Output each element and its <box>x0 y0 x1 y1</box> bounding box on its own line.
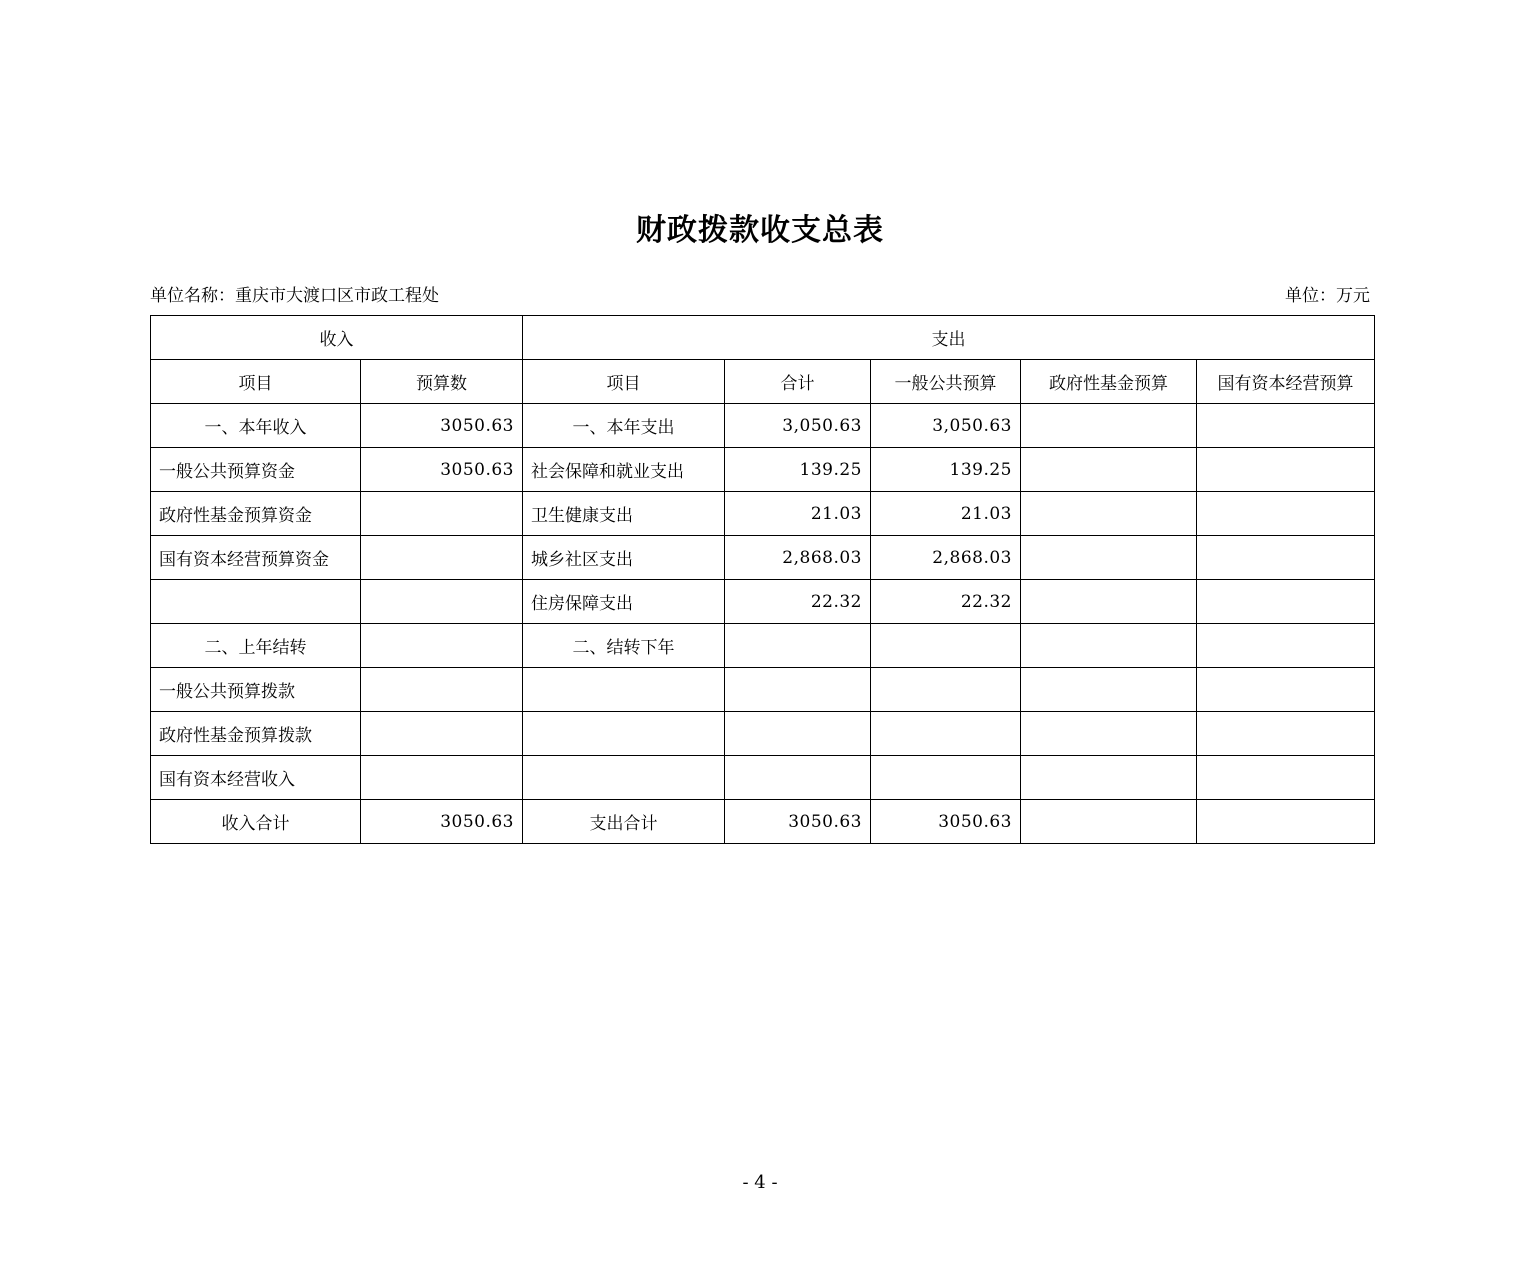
table-row <box>151 536 1375 580</box>
unit-name-label: 单位名称：重庆市大渡口区市政工程处 <box>150 286 439 305</box>
cell-exp-soe <box>1197 536 1375 580</box>
cell-exp-general <box>871 756 1021 800</box>
cell-exp-item: 卫生健康支出 <box>523 492 725 536</box>
cell-exp-general: 3,050.63 <box>871 404 1021 448</box>
cell-exp-total: 139.25 <box>725 448 871 492</box>
document-page <box>0 205 1520 1279</box>
cell-exp-general: 21.03 <box>871 492 1021 536</box>
table-row <box>151 624 1375 668</box>
cell-exp-general <box>871 624 1021 668</box>
cell-income-item: 一般公共预算资金 <box>151 448 361 492</box>
cell-exp-total: 2,868.03 <box>725 536 871 580</box>
table-row <box>151 448 1375 492</box>
cell-exp-soe <box>1197 800 1375 844</box>
column-header-exp-govfund: 政府性基金预算 <box>1021 360 1197 404</box>
cell-income-item: 政府性基金预算资金 <box>151 492 361 536</box>
cell-income-budget <box>361 536 523 580</box>
cell-income-item: 一般公共预算拨款 <box>151 668 361 712</box>
cell-exp-general: 139.25 <box>871 448 1021 492</box>
cell-exp-total <box>725 668 871 712</box>
cell-exp-item <box>523 712 725 756</box>
cell-exp-govfund <box>1021 536 1197 580</box>
cell-exp-general: 2,868.03 <box>871 536 1021 580</box>
cell-exp-govfund <box>1021 580 1197 624</box>
cell-income-budget: 3050.63 <box>361 800 523 844</box>
cell-exp-govfund <box>1021 448 1197 492</box>
table-row <box>151 756 1375 800</box>
cell-income-budget <box>361 492 523 536</box>
cell-exp-total: 3050.63 <box>725 800 871 844</box>
column-header-income-budget: 预算数 <box>361 360 523 404</box>
cell-exp-general <box>871 668 1021 712</box>
column-header-income-item: 项目 <box>151 360 361 404</box>
group-header-expenditure: 支出 <box>523 316 1375 360</box>
cell-income-budget: 3050.63 <box>361 448 523 492</box>
financial-table <box>150 315 1375 844</box>
cell-exp-total <box>725 624 871 668</box>
cell-exp-item: 住房保障支出 <box>523 580 725 624</box>
cell-income-budget <box>361 624 523 668</box>
cell-exp-govfund <box>1021 800 1197 844</box>
cell-exp-item: 城乡社区支出 <box>523 536 725 580</box>
table-row <box>151 668 1375 712</box>
table-meta <box>150 281 1370 305</box>
cell-income-item: 政府性基金预算拨款 <box>151 712 361 756</box>
table-row-total <box>151 800 1375 844</box>
cell-exp-soe <box>1197 668 1375 712</box>
cell-exp-soe <box>1197 624 1375 668</box>
cell-income-item <box>151 580 361 624</box>
cell-exp-govfund <box>1021 756 1197 800</box>
cell-exp-soe <box>1197 448 1375 492</box>
cell-exp-govfund <box>1021 712 1197 756</box>
table-column-header-row <box>151 360 1375 404</box>
cell-exp-total <box>725 756 871 800</box>
cell-exp-soe <box>1197 580 1375 624</box>
cell-exp-govfund <box>1021 404 1197 448</box>
table-body <box>151 404 1375 844</box>
column-header-exp-item: 项目 <box>523 360 725 404</box>
table-row <box>151 492 1375 536</box>
cell-income-budget: 3050.63 <box>361 404 523 448</box>
cell-exp-total: 3,050.63 <box>725 404 871 448</box>
cell-exp-item <box>523 756 725 800</box>
table-row <box>151 712 1375 756</box>
page-title: 财政拨款收支总表 <box>636 214 884 247</box>
cell-income-budget <box>361 668 523 712</box>
cell-exp-govfund <box>1021 668 1197 712</box>
cell-income-item: 收入合计 <box>151 800 361 844</box>
cell-income-budget <box>361 712 523 756</box>
cell-exp-govfund <box>1021 624 1197 668</box>
cell-exp-govfund <box>1021 492 1197 536</box>
table-row <box>151 580 1375 624</box>
column-header-exp-total: 合计 <box>725 360 871 404</box>
group-header-income: 收入 <box>151 316 523 360</box>
cell-exp-soe <box>1197 492 1375 536</box>
cell-exp-item: 二、结转下年 <box>523 624 725 668</box>
cell-exp-soe <box>1197 756 1375 800</box>
cell-exp-item: 社会保障和就业支出 <box>523 448 725 492</box>
cell-exp-total <box>725 712 871 756</box>
cell-exp-soe <box>1197 404 1375 448</box>
cell-exp-total: 21.03 <box>725 492 871 536</box>
cell-exp-item <box>523 668 725 712</box>
cell-exp-item: 一、本年支出 <box>523 404 725 448</box>
cell-exp-item: 支出合计 <box>523 800 725 844</box>
cell-exp-soe <box>1197 712 1375 756</box>
table-row <box>151 404 1375 448</box>
cell-income-item: 国有资本经营收入 <box>151 756 361 800</box>
cell-income-budget <box>361 580 523 624</box>
table-group-header-row <box>151 316 1375 360</box>
cell-exp-general <box>871 712 1021 756</box>
page-number: - 4 - <box>742 1172 778 1193</box>
cell-exp-general: 22.32 <box>871 580 1021 624</box>
cell-income-budget <box>361 756 523 800</box>
unit-measure-label: 单位：万元 <box>1285 286 1370 305</box>
cell-income-item: 国有资本经营预算资金 <box>151 536 361 580</box>
cell-exp-total: 22.32 <box>725 580 871 624</box>
column-header-exp-soe: 国有资本经营预算 <box>1197 360 1375 404</box>
cell-exp-general: 3050.63 <box>871 800 1021 844</box>
table-head <box>151 316 1375 404</box>
column-header-exp-general: 一般公共预算 <box>871 360 1021 404</box>
cell-income-item: 二、上年结转 <box>151 624 361 668</box>
cell-income-item: 一、本年收入 <box>151 404 361 448</box>
